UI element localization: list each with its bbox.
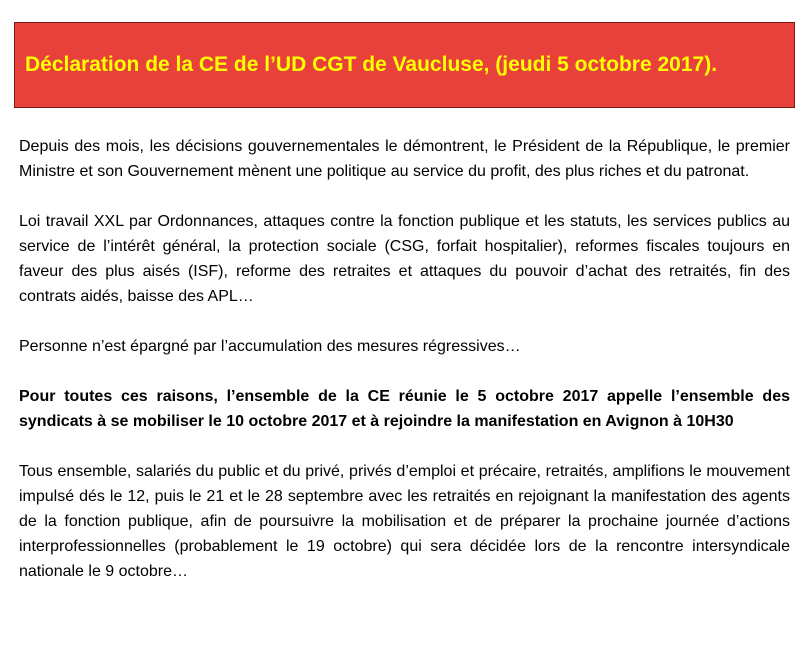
paragraph-intro: Depuis des mois, les décisions gouvernementales le démontrent, le Président de la République, le premier Ministre et son Gouvernement mènent une politique au service du profit, des plus riches et du patronat. — [19, 138, 790, 180]
paragraph-measures: Loi travail XXL par Ordonnances, attaques contre la fonction publique et les statuts, les services publics au service de l’intérêt général, la protection sociale (CSG, forfait hospitalier), reformes fiscales toujours en faveur des plus aisés (ISF), reforme des retraites et attaques du pouvoir d’achat des retraités, fin des contrats aidés, baisse des APL… — [19, 213, 790, 305]
paragraph-call-to-action: Pour toutes ces raisons, l’ensemble de la CE réunie le 5 octobre 2017 appelle l’ensemble des syndicats à se mobiliser le 10 octobre 2017 et à rejoindre la manifestation en Avignon à 10H30 — [19, 388, 790, 430]
title-banner — [14, 22, 795, 108]
document-title: Déclaration de la CE de l’UD CGT de Vaucluse, (jeudi 5 octobre 2017). — [25, 53, 718, 76]
document-body — [19, 134, 790, 609]
paragraph-regressive: Personne n’est épargné par l’accumulation des mesures régressives… — [19, 338, 521, 355]
paragraph-mobilisation: Tous ensemble, salariés du public et du privé, privés d’emploi et précaire, retraités, amplifions le mouvement impulsé dés le 12, puis le 21 et le 28 septembre avec les retraités en rejoignant la manifestation des agents de la fonction publique, afin de poursuivre la mobilisation et de préparer la prochaine journée d’actions interprofessionnelles (probablement le 19 octobre) qui sera décidée lors de la rencontre intersyndicale nationale le 9 octobre… — [19, 463, 790, 580]
